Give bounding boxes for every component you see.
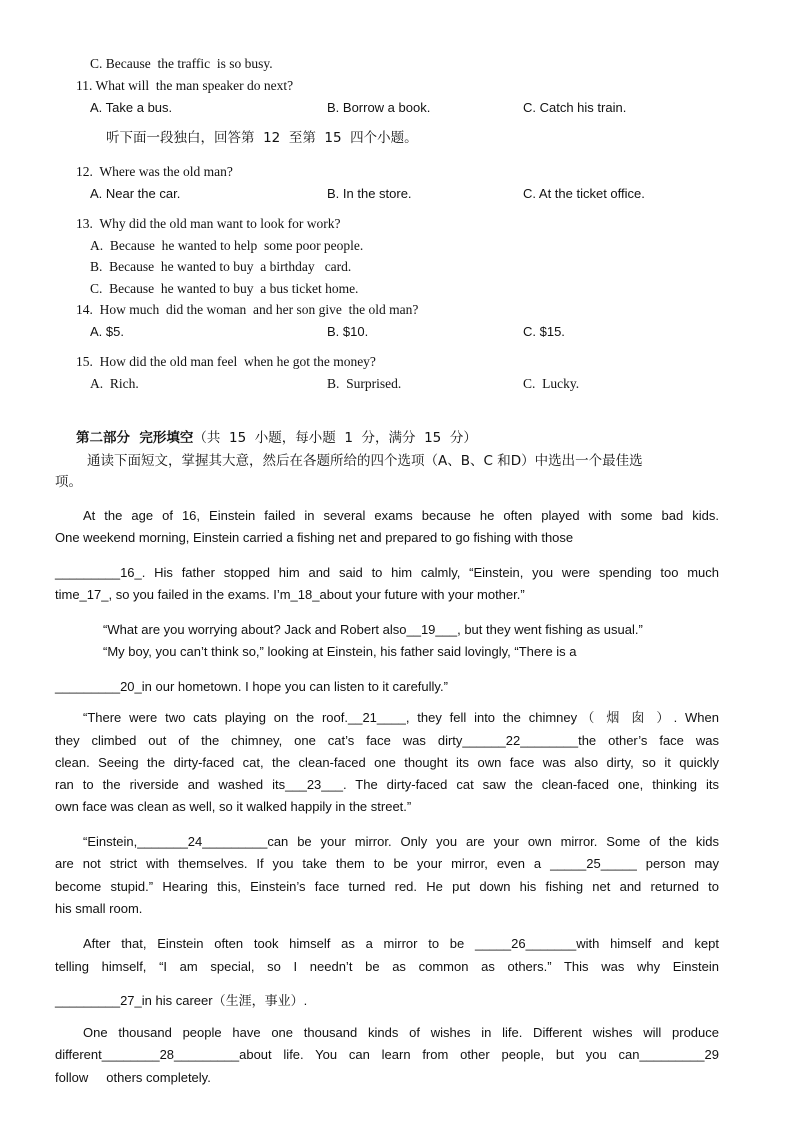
passage-p5-line1: “There were two cats playing on the roof.__21____, they fell into the chimney（ 烟 囱 ）. When [83,710,719,725]
part2-heading [76,430,477,446]
q12-option-b: B. In the store. [327,186,412,201]
passage-p8-line3: follow others completely. [55,1070,211,1085]
passage-p8-line1: One thousand people have one thousand kinds of wishes in life. Different wishes will produce [83,1025,719,1040]
q15-question: 15. How did the old man feel when he got the money? [76,354,376,369]
q11-option-a: A. Take a bus. [90,100,173,115]
q14-question: 14. How much did the woman and her son give the old man? [76,302,419,317]
part2-heading-title: 第二部分 完形填空 [76,430,194,446]
part2-instruction-line2: 项。 [55,474,82,490]
passage-p7-line3: _________27_in his career（生涯，事业）. [55,993,308,1008]
passage-p3-line2: “My boy, you can’t think so,” looking at Einstein, his father said lovingly, “There is a [103,644,577,659]
q14-option-c: C. $15. [523,324,565,339]
q11-option-b: B. Borrow a book. [327,100,431,115]
q13-option-b: B. Because he wanted to buy a birthday card. [90,259,352,274]
passage-p5-line3: clean. Seeing the dirty-faced cat, the clean-faced one thought its own face was also dirty, so it quickly [55,755,719,770]
q13-option-a: A. Because he wanted to help some poor people. [90,238,364,253]
q12-option-a: A. Near the car. [90,186,181,201]
q14-option-a: A. $5. [90,324,124,339]
passage-p7-line1: After that, Einstein often took himself as a mirror to be _____26_______with himself and kept [83,936,719,951]
passage-p6-line2: are not strict with themselves. If you take them to be your mirror, even a _____25_____ person may [55,856,719,871]
passage-p6-line1: “Einstein,_______24_________can be your mirror. Only you are your own mirror. Some of the kids [83,834,719,849]
passage-p6-line4: his small room. [55,901,143,916]
passage-p2-line1: _________16_. His father stopped him and said to him calmly, “Einstein, you were spending too much [55,565,719,580]
passage-p3-line1: “What are you worrying about? Jack and Robert also__19___, but they went fishing as usual.” [103,622,643,637]
q15-option-a: A. Rich. [90,376,139,391]
q15-option-b: B. Surprised. [327,376,402,391]
q12-question: 12. Where was the old man? [76,164,233,179]
q15-option-c: C. Lucky. [523,376,580,391]
part2-instruction-line1: 通读下面短文，掌握其大意，然后在各题所给的四个选项（A、B、C 和D）中选出一个最佳选 [87,453,643,469]
q11-option-c: C. Catch his train. [523,100,627,115]
monologue-instruction: 听下面一段独白，回答第 12 至第 15 四个小题。 [106,130,418,146]
passage-p5-line2: they climbed out of the chimney, one cat’s face was dirty______22________the other’s face was [55,733,719,748]
passage-p6-line3: become stupid.” Hearing this, Einstein’s face turned red. He put down his fishing net and returned to [55,879,719,894]
passage-p1-line1: At the age of 16, Einstein failed in several exams because he often played with some bad kids. [83,508,719,523]
passage-p1-line2: One weekend morning, Einstein carried a fishing net and prepared to go fishing with those [55,530,574,545]
q14-option-b: B. $10. [327,324,369,339]
passage-p5-line5: own face was clean as well, so it walked happily in the street.” [55,799,412,814]
part2-heading-scoring: （共 15 小题，每小题 1 分，满分 15 分） [193,430,477,446]
passage-p4-line1: _________20_in our hometown. I hope you can listen to it carefully.” [55,679,448,694]
passage-p7-line2: telling himself, “I am special, so I needn’t be as common as others.” This was why Einstein [55,959,719,974]
passage-p5-line4: ran to the riverside and washed its___23___. The dirty-faced cat saw the clean-faced one, thinking its [55,777,719,792]
passage-p8-line2: different________28_________about life. You can learn from other people, but you can_________29 [55,1047,719,1062]
q13-option-c: C. Because he wanted to buy a bus ticket home. [90,281,359,296]
q11-question: 11. What will the man speaker do next? [76,78,294,93]
q12-option-c: C. At the ticket office. [523,186,645,201]
q10-option-c: C. Because the traffic is so busy. [90,56,273,71]
q13-question: 13. Why did the old man want to look for work? [76,216,341,231]
passage-p2-line2: time_17_, so you failed in the exams. I’m_18_about your future with your mother.” [55,587,525,602]
